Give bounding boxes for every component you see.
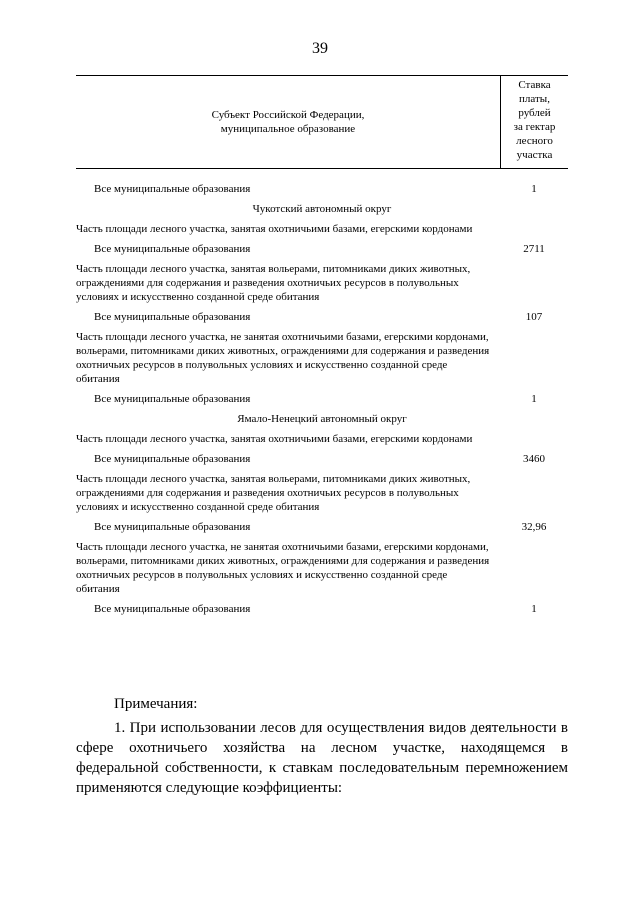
header-subject: Субъект Российской Федерации, муниципальное образование	[211, 109, 365, 135]
table-row	[76, 472, 568, 514]
row-label: Часть площади лесного участка, занятая вольерами, питомниками диких животных, ограждениями для содержания и разведения охотничьих ресурсов в полувольных условиях и искусственно созданной среде обитания	[76, 473, 471, 513]
table-row	[76, 520, 568, 534]
region-name: Ямало-Ненецкий автономный округ	[237, 413, 407, 425]
row-label: Часть площади лесного участка, занятая охотничьими базами, егерскими кордонами	[76, 433, 473, 445]
table-row	[76, 310, 568, 324]
row-value: 107	[525, 311, 543, 323]
row-value	[500, 330, 568, 386]
row-value: 32,96	[521, 521, 547, 533]
table-row	[76, 540, 568, 596]
notes-title: Примечания:	[114, 696, 198, 712]
row-label: Все муниципальные образования	[94, 183, 251, 195]
row-value: 1	[531, 183, 537, 195]
row-value	[500, 540, 568, 596]
table-row	[76, 242, 568, 256]
table-body	[76, 182, 568, 622]
page-number: 39	[312, 40, 328, 57]
row-value	[500, 262, 568, 304]
row-label: Все муниципальные образования	[94, 393, 251, 405]
table-row	[76, 222, 568, 236]
row-label: Все муниципальные образования	[94, 311, 251, 323]
row-label: Часть площади лесного участка, не занятая охотничьими базами, егерскими кордонами, вольерами, питомниками диких животных, ограждениями для содержания и разведения охотничьих ресурсов в полувольных условиях и искусственно созданной среде обитания	[76, 331, 490, 385]
row-label: Все муниципальные образования	[94, 521, 251, 533]
region-name: Чукотский автономный округ	[252, 203, 392, 215]
region-heading	[76, 412, 568, 426]
table-row	[76, 392, 568, 406]
table-row	[76, 602, 568, 616]
row-value	[500, 472, 568, 514]
notes-section	[76, 694, 568, 798]
row-value: 3460	[523, 453, 545, 465]
table-row	[76, 452, 568, 466]
row-label: Все муниципальные образования	[94, 243, 251, 255]
row-label: Все муниципальные образования	[94, 603, 251, 615]
row-value	[500, 222, 568, 236]
notes-item-1: 1. При использовании лесов для осуществления видов деятельности в сфере охотничьего хозяйства на лесном участке, находящемся в федеральной собственности, к ставкам последовательным перемножением применяются следующие коэффициенты:	[76, 720, 568, 796]
region-heading	[76, 202, 568, 216]
row-label: Все муниципальные образования	[94, 453, 251, 465]
row-label: Часть площади лесного участка, не занятая охотничьими базами, егерскими кордонами, вольерами, питомниками диких животных, ограждениями для содержания и разведения охотничьих ресурсов в полувольных условиях и искусственно созданной среде обитания	[76, 541, 490, 595]
row-label: Часть площади лесного участка, занятая вольерами, питомниками диких животных, ограждениями для содержания и разведения охотничьих ресурсов в полувольных условиях и искусственно созданной среде обитания	[76, 263, 471, 303]
row-value: 1	[531, 393, 537, 405]
table-row	[76, 432, 568, 446]
row-value: 2711	[523, 243, 545, 255]
row-label: Часть площади лесного участка, занятая охотничьими базами, егерскими кордонами	[76, 223, 473, 235]
table-row	[76, 182, 568, 196]
table-header	[76, 75, 568, 169]
row-value: 1	[531, 603, 537, 615]
row-value	[500, 432, 568, 446]
table-row	[76, 262, 568, 304]
header-rate: Ставка платы, рублей за гектар лесного участка	[500, 76, 568, 168]
table-row	[76, 330, 568, 386]
